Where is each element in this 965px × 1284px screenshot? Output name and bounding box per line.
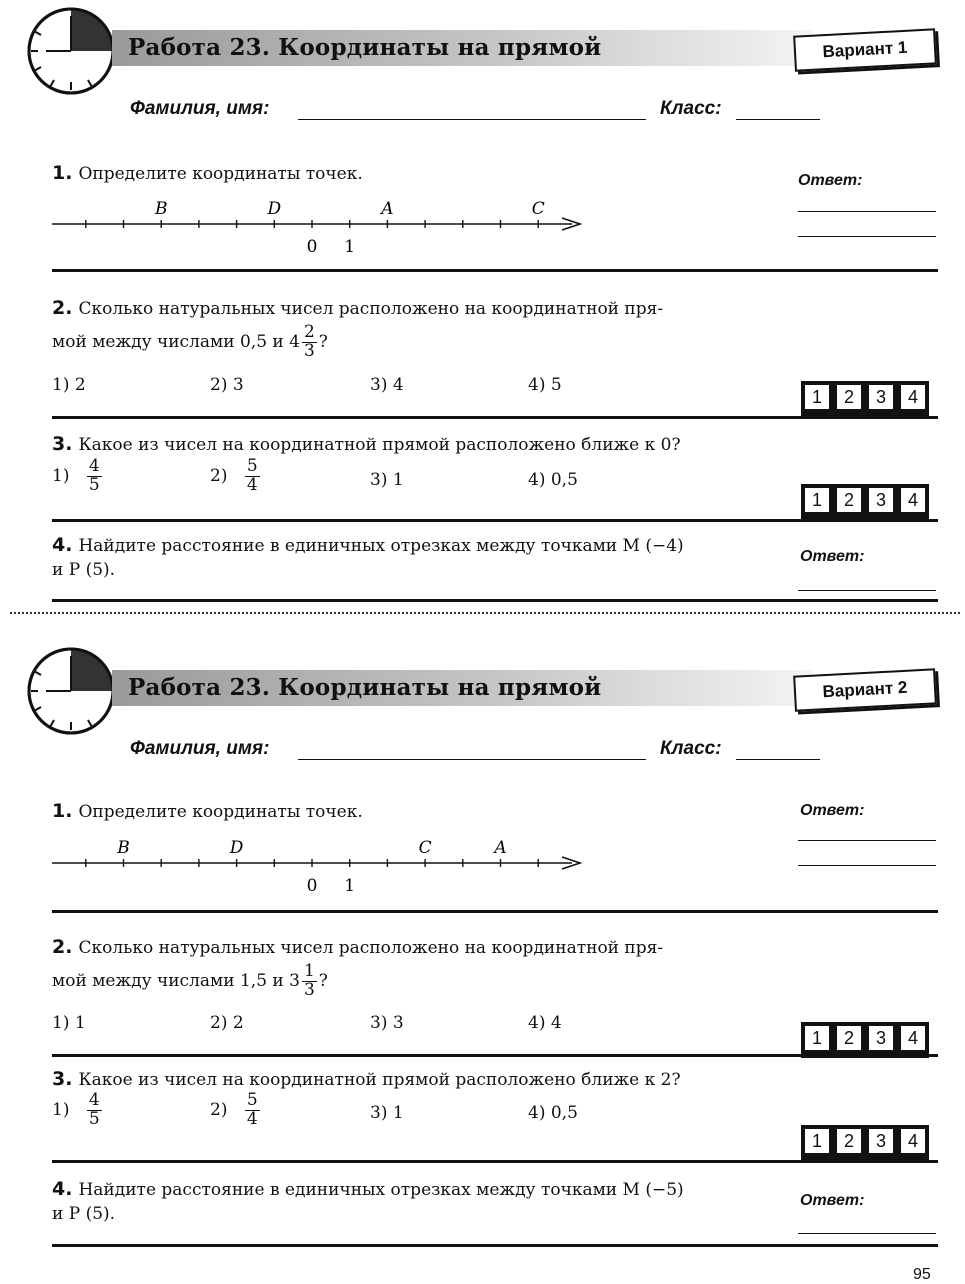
class-field[interactable] xyxy=(736,119,820,120)
option-1[interactable] xyxy=(52,1092,104,1129)
choice-box-3[interactable]: 3 xyxy=(867,486,895,514)
divider xyxy=(52,269,938,272)
choice-box-4[interactable]: 4 xyxy=(899,1024,927,1052)
option-1-prefix: 1) xyxy=(52,465,70,486)
question-mark: ? xyxy=(318,332,328,352)
page-number: 95 xyxy=(913,1266,931,1283)
fraction-denominator: 4 xyxy=(246,1108,258,1129)
divider xyxy=(52,1244,938,1247)
answer-field-2[interactable] xyxy=(798,236,936,237)
point-label-a: A xyxy=(381,199,394,219)
question-3 xyxy=(52,429,681,460)
divider xyxy=(52,416,938,419)
name-field[interactable] xyxy=(298,759,646,760)
worksheet-title: Работа 23. Координаты на прямой xyxy=(128,34,602,61)
question-4-number: 4. xyxy=(52,1178,73,1200)
option-4[interactable]: 4) 5 xyxy=(528,375,562,395)
fraction-denominator: 3 xyxy=(303,980,315,1000)
question-mark: ? xyxy=(318,971,328,991)
question-3-number: 3. xyxy=(52,433,73,455)
name-label: Фамилия, имя: xyxy=(130,98,270,119)
question-4-number: 4. xyxy=(52,534,73,556)
option-1-fraction xyxy=(87,1092,102,1129)
fraction-numerator: 2 xyxy=(303,322,315,343)
fraction-numerator: 5 xyxy=(246,456,258,476)
choice-box-4[interactable]: 4 xyxy=(899,486,927,514)
choice-box-2[interactable]: 2 xyxy=(835,1127,863,1155)
class-label: Класс: xyxy=(660,98,722,119)
variant-badge: Вариант 2 xyxy=(793,668,937,711)
answer-choice-boxes xyxy=(801,1022,929,1058)
divider xyxy=(52,519,938,522)
unit-label: 1 xyxy=(344,876,356,896)
variant-badge: Вариант 1 xyxy=(793,28,937,71)
class-field[interactable] xyxy=(736,759,820,760)
student-info-row xyxy=(130,98,830,128)
answer-label: Ответ: xyxy=(800,802,865,819)
point-label-c: C xyxy=(418,838,432,858)
choice-box-1[interactable]: 1 xyxy=(803,486,831,514)
choice-box-1[interactable]: 1 xyxy=(803,1127,831,1155)
worksheet-header xyxy=(112,666,942,712)
number-line xyxy=(52,192,592,262)
point-label-d: D xyxy=(267,199,282,219)
answer-field-1[interactable] xyxy=(798,211,936,212)
option-2-prefix: 2) xyxy=(210,465,228,486)
variant-2-sheet xyxy=(0,640,965,1250)
fraction-numerator: 4 xyxy=(88,456,100,476)
fraction-numerator: 5 xyxy=(246,1090,258,1110)
question-3 xyxy=(52,1064,681,1095)
question-1 xyxy=(52,796,363,827)
choice-box-4[interactable]: 4 xyxy=(899,383,927,411)
fraction-numerator: 1 xyxy=(303,961,315,982)
fraction-denominator: 3 xyxy=(303,341,315,361)
choice-box-1[interactable]: 1 xyxy=(803,383,831,411)
choice-box-2[interactable]: 2 xyxy=(835,486,863,514)
option-3[interactable]: 3) 1 xyxy=(370,470,404,490)
choice-box-1[interactable]: 1 xyxy=(803,1024,831,1052)
option-3[interactable]: 3) 1 xyxy=(370,1103,404,1123)
divider xyxy=(52,1160,938,1163)
fraction-denominator: 5 xyxy=(88,474,100,495)
answer-choice-boxes xyxy=(801,381,929,417)
option-2-prefix: 2) xyxy=(210,1099,228,1120)
answer-label: Ответ: xyxy=(800,1192,865,1209)
question-2-text-2: мой между числами 0,5 и 4 xyxy=(52,332,300,352)
fraction-denominator: 5 xyxy=(88,1108,100,1129)
divider xyxy=(52,599,938,602)
fraction-numerator: 4 xyxy=(88,1090,100,1110)
option-4[interactable]: 4) 0,5 xyxy=(528,470,578,490)
point-label-d: D xyxy=(229,838,244,858)
worksheet-title: Работа 23. Координаты на прямой xyxy=(128,674,602,701)
option-1[interactable]: 1) 2 xyxy=(52,375,86,395)
question-2-line-2 xyxy=(52,322,328,362)
mixed-fraction xyxy=(302,324,317,361)
class-label: Класс: xyxy=(660,738,722,759)
question-2-line-1 xyxy=(52,932,663,963)
option-1-fraction xyxy=(87,458,102,495)
option-2[interactable] xyxy=(210,458,262,495)
choice-box-3[interactable]: 3 xyxy=(867,1024,895,1052)
question-4 xyxy=(52,1177,684,1226)
option-2-fraction xyxy=(245,458,260,495)
question-4-text-2: и Р (5). xyxy=(52,560,116,580)
question-4 xyxy=(52,533,684,582)
origin-label: 0 xyxy=(306,237,318,257)
answer-field[interactable] xyxy=(798,590,936,591)
unit-label: 1 xyxy=(344,237,356,257)
question-3-text: Какое из чисел на координатной прямой расположено ближе к 2? xyxy=(78,1070,681,1090)
point-label-b: B xyxy=(117,838,130,858)
question-1-number: 1. xyxy=(52,162,73,184)
question-1-number: 1. xyxy=(52,800,73,822)
option-2[interactable]: 2) 2 xyxy=(210,1013,244,1033)
answer-choice-boxes xyxy=(801,484,929,520)
question-2-line-2 xyxy=(52,961,328,1001)
choice-box-2[interactable]: 2 xyxy=(835,1024,863,1052)
name-field[interactable] xyxy=(298,119,646,120)
divider xyxy=(52,910,938,913)
number-line xyxy=(52,831,592,901)
divider xyxy=(52,1054,938,1057)
option-4[interactable]: 4) 0,5 xyxy=(528,1103,578,1123)
option-1[interactable] xyxy=(52,458,104,495)
choice-box-3[interactable]: 3 xyxy=(867,383,895,411)
question-2-number: 2. xyxy=(52,936,73,958)
option-2[interactable]: 2) 3 xyxy=(210,375,244,395)
choice-box-3[interactable]: 3 xyxy=(867,1127,895,1155)
option-2[interactable] xyxy=(210,1092,262,1129)
option-1-prefix: 1) xyxy=(52,1099,70,1120)
mixed-fraction xyxy=(302,963,317,1000)
answer-field[interactable] xyxy=(798,1233,936,1234)
choice-box-4[interactable]: 4 xyxy=(899,1127,927,1155)
worksheet-header xyxy=(112,26,942,72)
question-3-number: 3. xyxy=(52,1068,73,1090)
question-2-line-1 xyxy=(52,293,663,324)
option-4[interactable]: 4) 4 xyxy=(528,1013,562,1033)
question-3-text: Какое из чисел на координатной прямой расположено ближе к 0? xyxy=(78,435,681,455)
option-3[interactable]: 3) 4 xyxy=(370,375,404,395)
choice-box-2[interactable]: 2 xyxy=(835,383,863,411)
question-2-text-2: мой между числами 1,5 и 3 xyxy=(52,971,300,991)
question-1 xyxy=(52,158,363,189)
origin-label: 0 xyxy=(306,876,318,896)
question-1-text: Определите координаты точек. xyxy=(78,164,363,184)
question-4-text-2: и Р (5). xyxy=(52,1204,116,1224)
point-label-c: C xyxy=(531,199,545,219)
clock-icon xyxy=(24,644,118,738)
question-4-text: Найдите расстояние в единичных отрезках между точками М (−4) xyxy=(78,536,684,556)
point-label-b: B xyxy=(154,199,168,219)
option-1[interactable]: 1) 1 xyxy=(52,1013,86,1033)
question-4-text: Найдите расстояние в единичных отрезках между точками М (−5) xyxy=(78,1180,684,1200)
answer-field-1[interactable] xyxy=(798,840,936,841)
clock-icon xyxy=(24,4,118,98)
question-1-text: Определите координаты точек. xyxy=(78,802,363,822)
student-info-row xyxy=(130,738,830,768)
answer-label: Ответ: xyxy=(800,548,865,565)
question-2-number: 2. xyxy=(52,297,73,319)
point-label-a: A xyxy=(494,838,507,858)
fraction-denominator: 4 xyxy=(246,474,258,495)
name-label: Фамилия, имя: xyxy=(130,738,270,759)
cut-line xyxy=(10,612,960,614)
answer-choice-boxes xyxy=(801,1125,929,1161)
option-2-fraction xyxy=(245,1092,260,1129)
variant-1-sheet xyxy=(0,0,965,610)
answer-field-2[interactable] xyxy=(798,865,936,866)
question-2-text: Сколько натуральных чисел расположено на координатной пря- xyxy=(78,299,664,319)
question-2-text: Сколько натуральных чисел расположено на координатной пря- xyxy=(78,938,664,958)
option-3[interactable]: 3) 3 xyxy=(370,1013,404,1033)
answer-label: Ответ: xyxy=(798,172,863,189)
